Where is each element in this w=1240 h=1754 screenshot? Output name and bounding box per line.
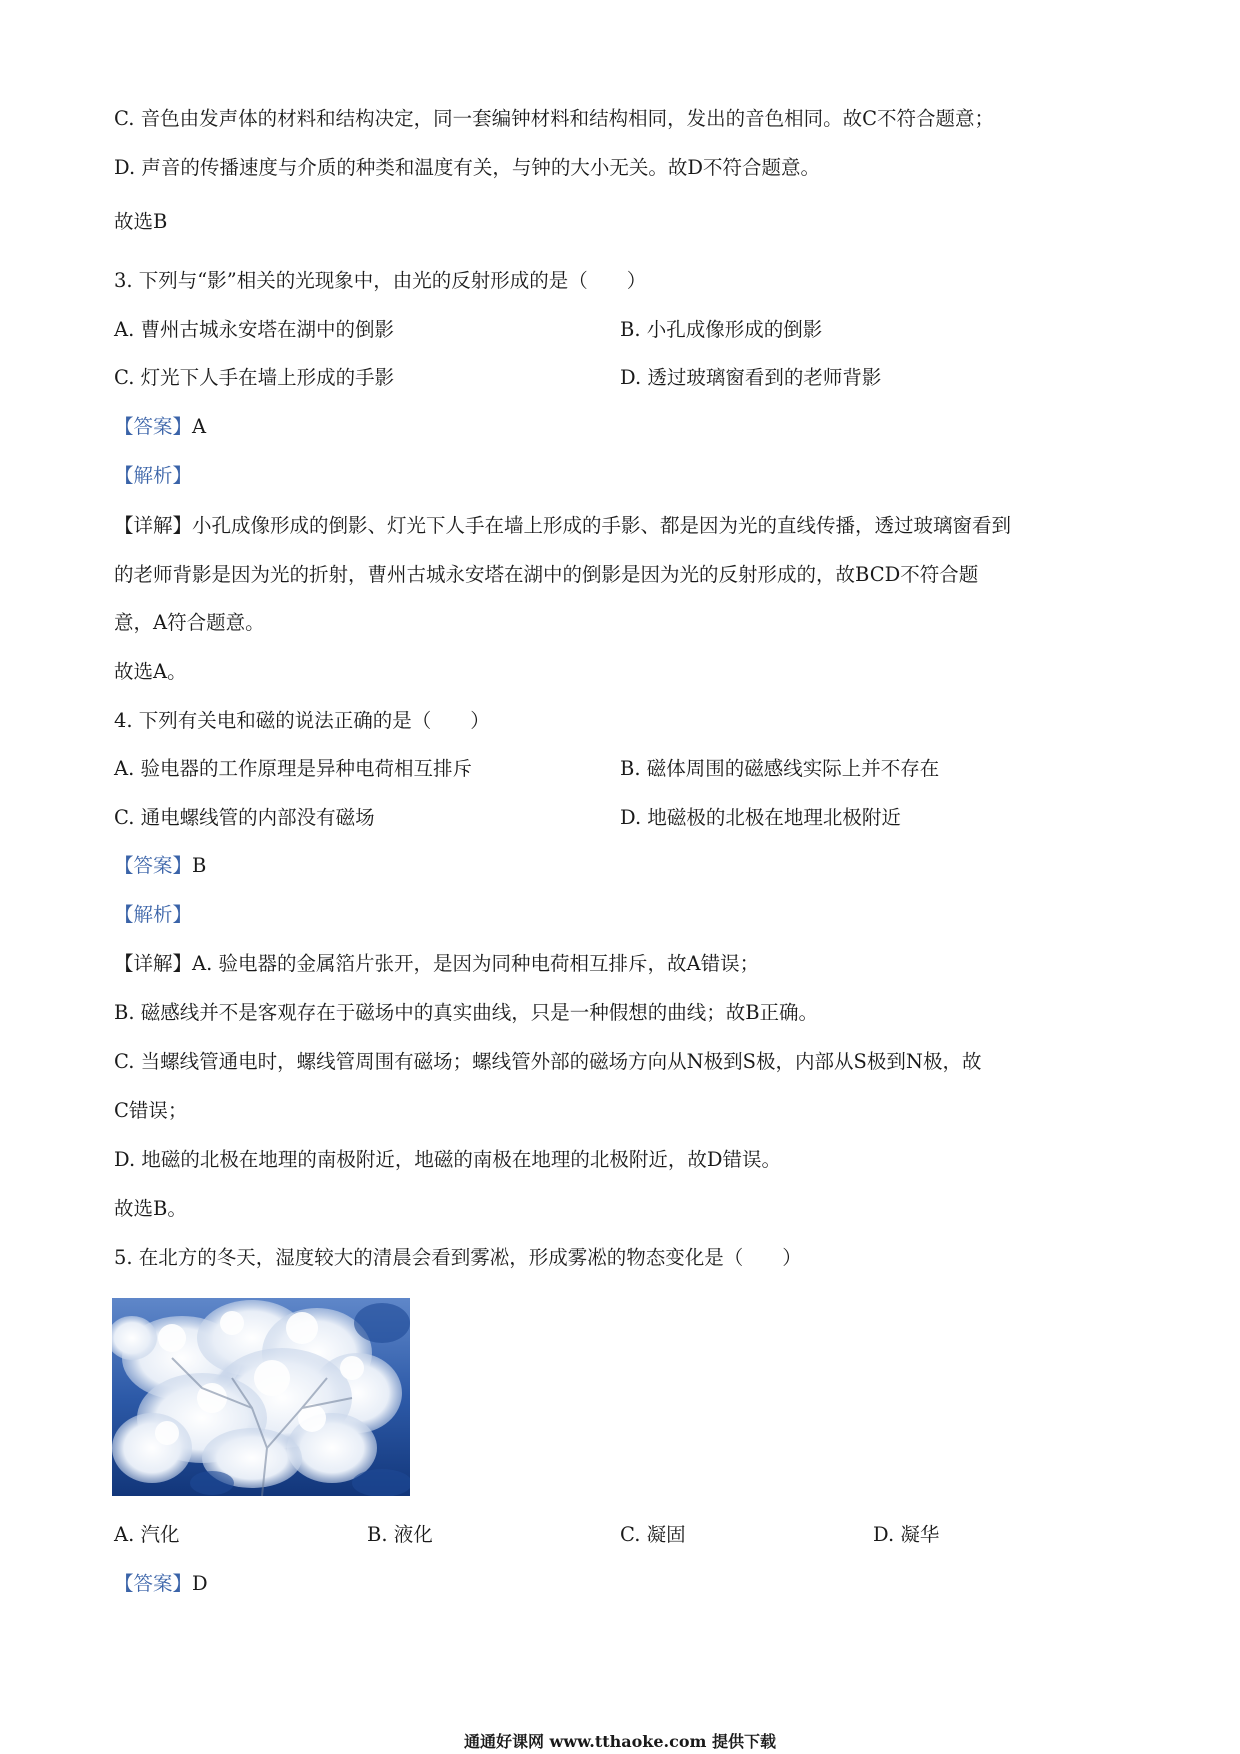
q5-answer <box>114 1571 208 1597</box>
q4-detail-label: 【详解】 <box>114 952 193 975</box>
q4-conclusion: 故选B。 <box>114 1197 187 1220</box>
q3-stem: 3. 下列与“影”相关的光现象中，由光的反射形成的是（ ） <box>114 269 647 292</box>
q4-detail-line-3: C. 当螺线管通电时，螺线管周围有磁场；螺线管外部的磁场方向从N极到S极，内部从S极到N极，故 <box>114 1050 982 1073</box>
q3-option-d: D. 透过玻璃窗看到的老师背影 <box>620 366 882 389</box>
q5-stem: 5. 在北方的冬天，湿度较大的清晨会看到雾凇，形成雾凇的物态变化是（ ） <box>114 1246 802 1269</box>
q5-option-c: C. 凝固 <box>620 1523 686 1546</box>
q3-analysis-label: 【解析】 <box>114 464 193 487</box>
q4-detail-line-2: B. 磁感线并不是客观存在于磁场中的真实曲线，只是一种假想的曲线；故B正确。 <box>114 1001 819 1024</box>
q3-option-c: C. 灯光下人手在墙上形成的手影 <box>114 366 395 389</box>
q3-detail-label: 【详解】 <box>114 514 193 537</box>
q3-answer <box>114 414 206 440</box>
q3-detail-line-3: 意，A符合题意。 <box>114 611 265 634</box>
q4-option-d: D. 地磁极的北极在地理北极附近 <box>620 806 901 829</box>
page-footer: 通通好课网 www.tthaoke.com 提供下载 <box>463 1732 777 1751</box>
q3-answer-value: A <box>192 415 207 438</box>
q3-conclusion: 故选A。 <box>114 660 187 683</box>
q4-stem: 4. 下列有关电和磁的说法正确的是（ ） <box>114 709 490 732</box>
q3-option-b: B. 小孔成像形成的倒影 <box>620 318 823 341</box>
q3-detail-line-2: 的老师背影是因为光的折射，曹州古城永安塔在湖中的倒影是因为光的反射形成的，故BCD不符合题 <box>114 563 979 586</box>
q4-answer <box>114 853 206 879</box>
q4-option-c: C. 通电螺线管的内部没有磁场 <box>114 806 375 829</box>
q5-answer-value: D <box>192 1572 208 1595</box>
q3-answer-label: 【答案】 <box>114 415 193 438</box>
q3-option-a: A. 曹州古城永安塔在湖中的倒影 <box>114 318 394 341</box>
prev-option-d-explanation: D. 声音的传播速度与介质的种类和温度有关，与钟的大小无关。故D不符合题意。 <box>114 156 820 179</box>
q4-detail-line-5: D. 地磁的北极在地理的南极附近，地磁的南极在地理的北极附近，故D错误。 <box>114 1148 781 1171</box>
q5-option-b: B. 液化 <box>367 1523 433 1546</box>
q4-option-a: A. 验电器的工作原理是异种电荷相互排斥 <box>114 757 472 780</box>
q4-option-b: B. 磁体周围的磁感线实际上并不存在 <box>620 757 940 780</box>
prev-conclusion: 故选B <box>114 210 168 233</box>
q4-answer-value: B <box>192 854 207 877</box>
q5-answer-label: 【答案】 <box>114 1572 193 1595</box>
prev-option-c-explanation: C. 音色由发声体的材料和结构决定，同一套编钟材料和结构相同，发出的音色相同。故C不符合题意； <box>114 107 995 130</box>
rime-tree-photo <box>112 1298 410 1496</box>
q4-detail-line-4: C错误； <box>114 1099 188 1122</box>
q5-option-a: A. 汽化 <box>114 1523 180 1546</box>
q3-detail-line-1: 【详解】小孔成像形成的倒影、灯光下人手在墙上形成的手影、都是因为光的直线传播，透过玻璃窗看到 <box>114 514 1012 537</box>
q4-detail-line-1: 【详解】A. 验电器的金属箔片张开，是因为同种电荷相互排斥，故A错误； <box>114 952 760 975</box>
q4-answer-label: 【答案】 <box>114 854 193 877</box>
q5-option-d: D. 凝华 <box>873 1523 940 1546</box>
q4-analysis-label: 【解析】 <box>114 903 193 926</box>
